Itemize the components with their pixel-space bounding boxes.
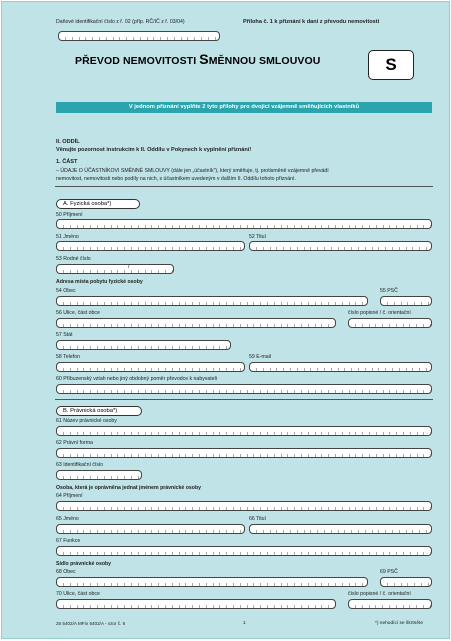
footer-page: 1 [243,621,246,626]
label-65: 65 Jméno [56,516,79,522]
seat-heading: Sídlo právnické osoby [56,561,112,567]
first-name-field[interactable] [56,241,245,251]
tax-form-page [1,1,450,639]
instruction-banner: V jednom přiznání vyplňte 2 tyto přílohy pro dvojici vzájemně směňujících vlastníků [56,102,432,113]
label-57: 57 Stát [56,332,73,338]
representative-heading: Osoba, která je oprávněna jednat jménem právnické osoby [56,485,202,491]
label-68: 68 Obec [56,569,76,575]
form-letter-box: S [368,50,414,80]
label-69: 69 PSČ [380,569,398,575]
physical-person-box[interactable]: A. Fyzická osoba*) [56,199,140,209]
label-62: 62 Právní forma [56,440,93,446]
seat-zip-field[interactable] [380,577,432,587]
label-54: 54 Obec [56,288,76,294]
footer-code: 25 5402/A MFin 5402/A - vzor č. 6 [56,621,126,626]
rep-function-field[interactable] [56,546,432,556]
attachment-label: Příloha č. 1 k přiznání k dani z převodu nemovitostí [243,19,380,25]
rep-title-field[interactable] [249,524,432,534]
label-56: 56 Ulice, část obce [56,310,100,316]
seat-house-number-field[interactable] [348,599,432,609]
footer-note: *) nehodící se škrtněte [375,621,423,626]
relationship-field[interactable] [56,384,432,394]
birth-number-slash: / [128,264,130,270]
company-id-field[interactable] [56,470,142,480]
label-60: 60 Příbuzenský vztah nebo jiný obdobný poměr převodce k nabyvateli [56,376,217,382]
label-70: 70 Ulice, část obce [56,591,100,597]
rep-first-name-field[interactable] [56,524,245,534]
company-name-field[interactable] [56,426,432,436]
divider-a [55,186,433,187]
label-66: 66 Titul [249,516,266,522]
birth-number-field[interactable] [56,264,174,274]
legal-person-box[interactable]: B. Právnická osoba*) [56,406,142,416]
part-desc-1: – ÚDAJE O ÚČASTNÍKOVI SMĚNNÉ SMLOUVY (dále jen „účastník"), který směňuje, tj. protisměně vzájemně převádí [56,168,329,174]
section-notice: Věnujte pozornost instrukcím k II. Oddílu v Pokynech k vyplnění přiznání! [56,147,252,153]
divider-b [55,399,433,400]
label-50: 50 Příjmení [56,212,83,218]
label-51: 51 Jméno [56,234,79,240]
seat-street-field[interactable] [56,599,336,609]
address-heading: Adresa místa pobytu fyzické osoby [56,279,143,285]
label-63: 63 Identifikační číslo [56,462,104,468]
part-desc-2: nemovitost, nemovitosti nebo podíly na nich, s účastníkem uvedeným v dalším II. Oddílu tohoto přiznání. [56,176,296,182]
street-field[interactable] [56,318,336,328]
house-number-field[interactable] [348,318,432,328]
label-59: 59 E-mail [249,354,271,360]
zip-field[interactable] [380,296,432,306]
label-58: 58 Telefon [56,354,80,360]
email-field[interactable] [249,362,432,372]
label-67: 67 Funkce [56,538,81,544]
rep-surname-field[interactable] [56,501,432,511]
title-field[interactable] [249,241,432,251]
city-field[interactable] [56,296,368,306]
section-heading: II. ODDÍL [56,139,80,145]
title-part-b: MĚNNOU SMLOUVOU [208,55,321,67]
label-52: 52 Titul [249,234,266,240]
legal-form-field[interactable] [56,448,432,458]
label-61: 61 Název právnické osoby [56,418,117,424]
label-53: 53 Rodné číslo [56,256,91,262]
seat-city-field[interactable] [56,577,368,587]
dic-field[interactable] [58,31,220,41]
state-field[interactable] [56,340,231,350]
surname-field[interactable] [56,219,432,229]
label-55: 55 PSČ [380,288,398,294]
label-70b: číslo popisné / č. orientační [348,591,411,597]
label-64: 64 Příjmení [56,493,83,499]
form-title [75,51,320,67]
label-56b: číslo popisné / č. orientační [348,310,411,316]
title-big-letter: S [199,51,209,67]
part-heading: 1. ČÁST [56,159,78,165]
phone-field[interactable] [56,362,245,372]
title-part-a: PŘEVOD NEMOVITOSTI [75,55,200,67]
dic-label: Daňové identifikační číslo z ř. 02 (příp. RČ/IČ z ř. 03/04) [56,19,185,25]
